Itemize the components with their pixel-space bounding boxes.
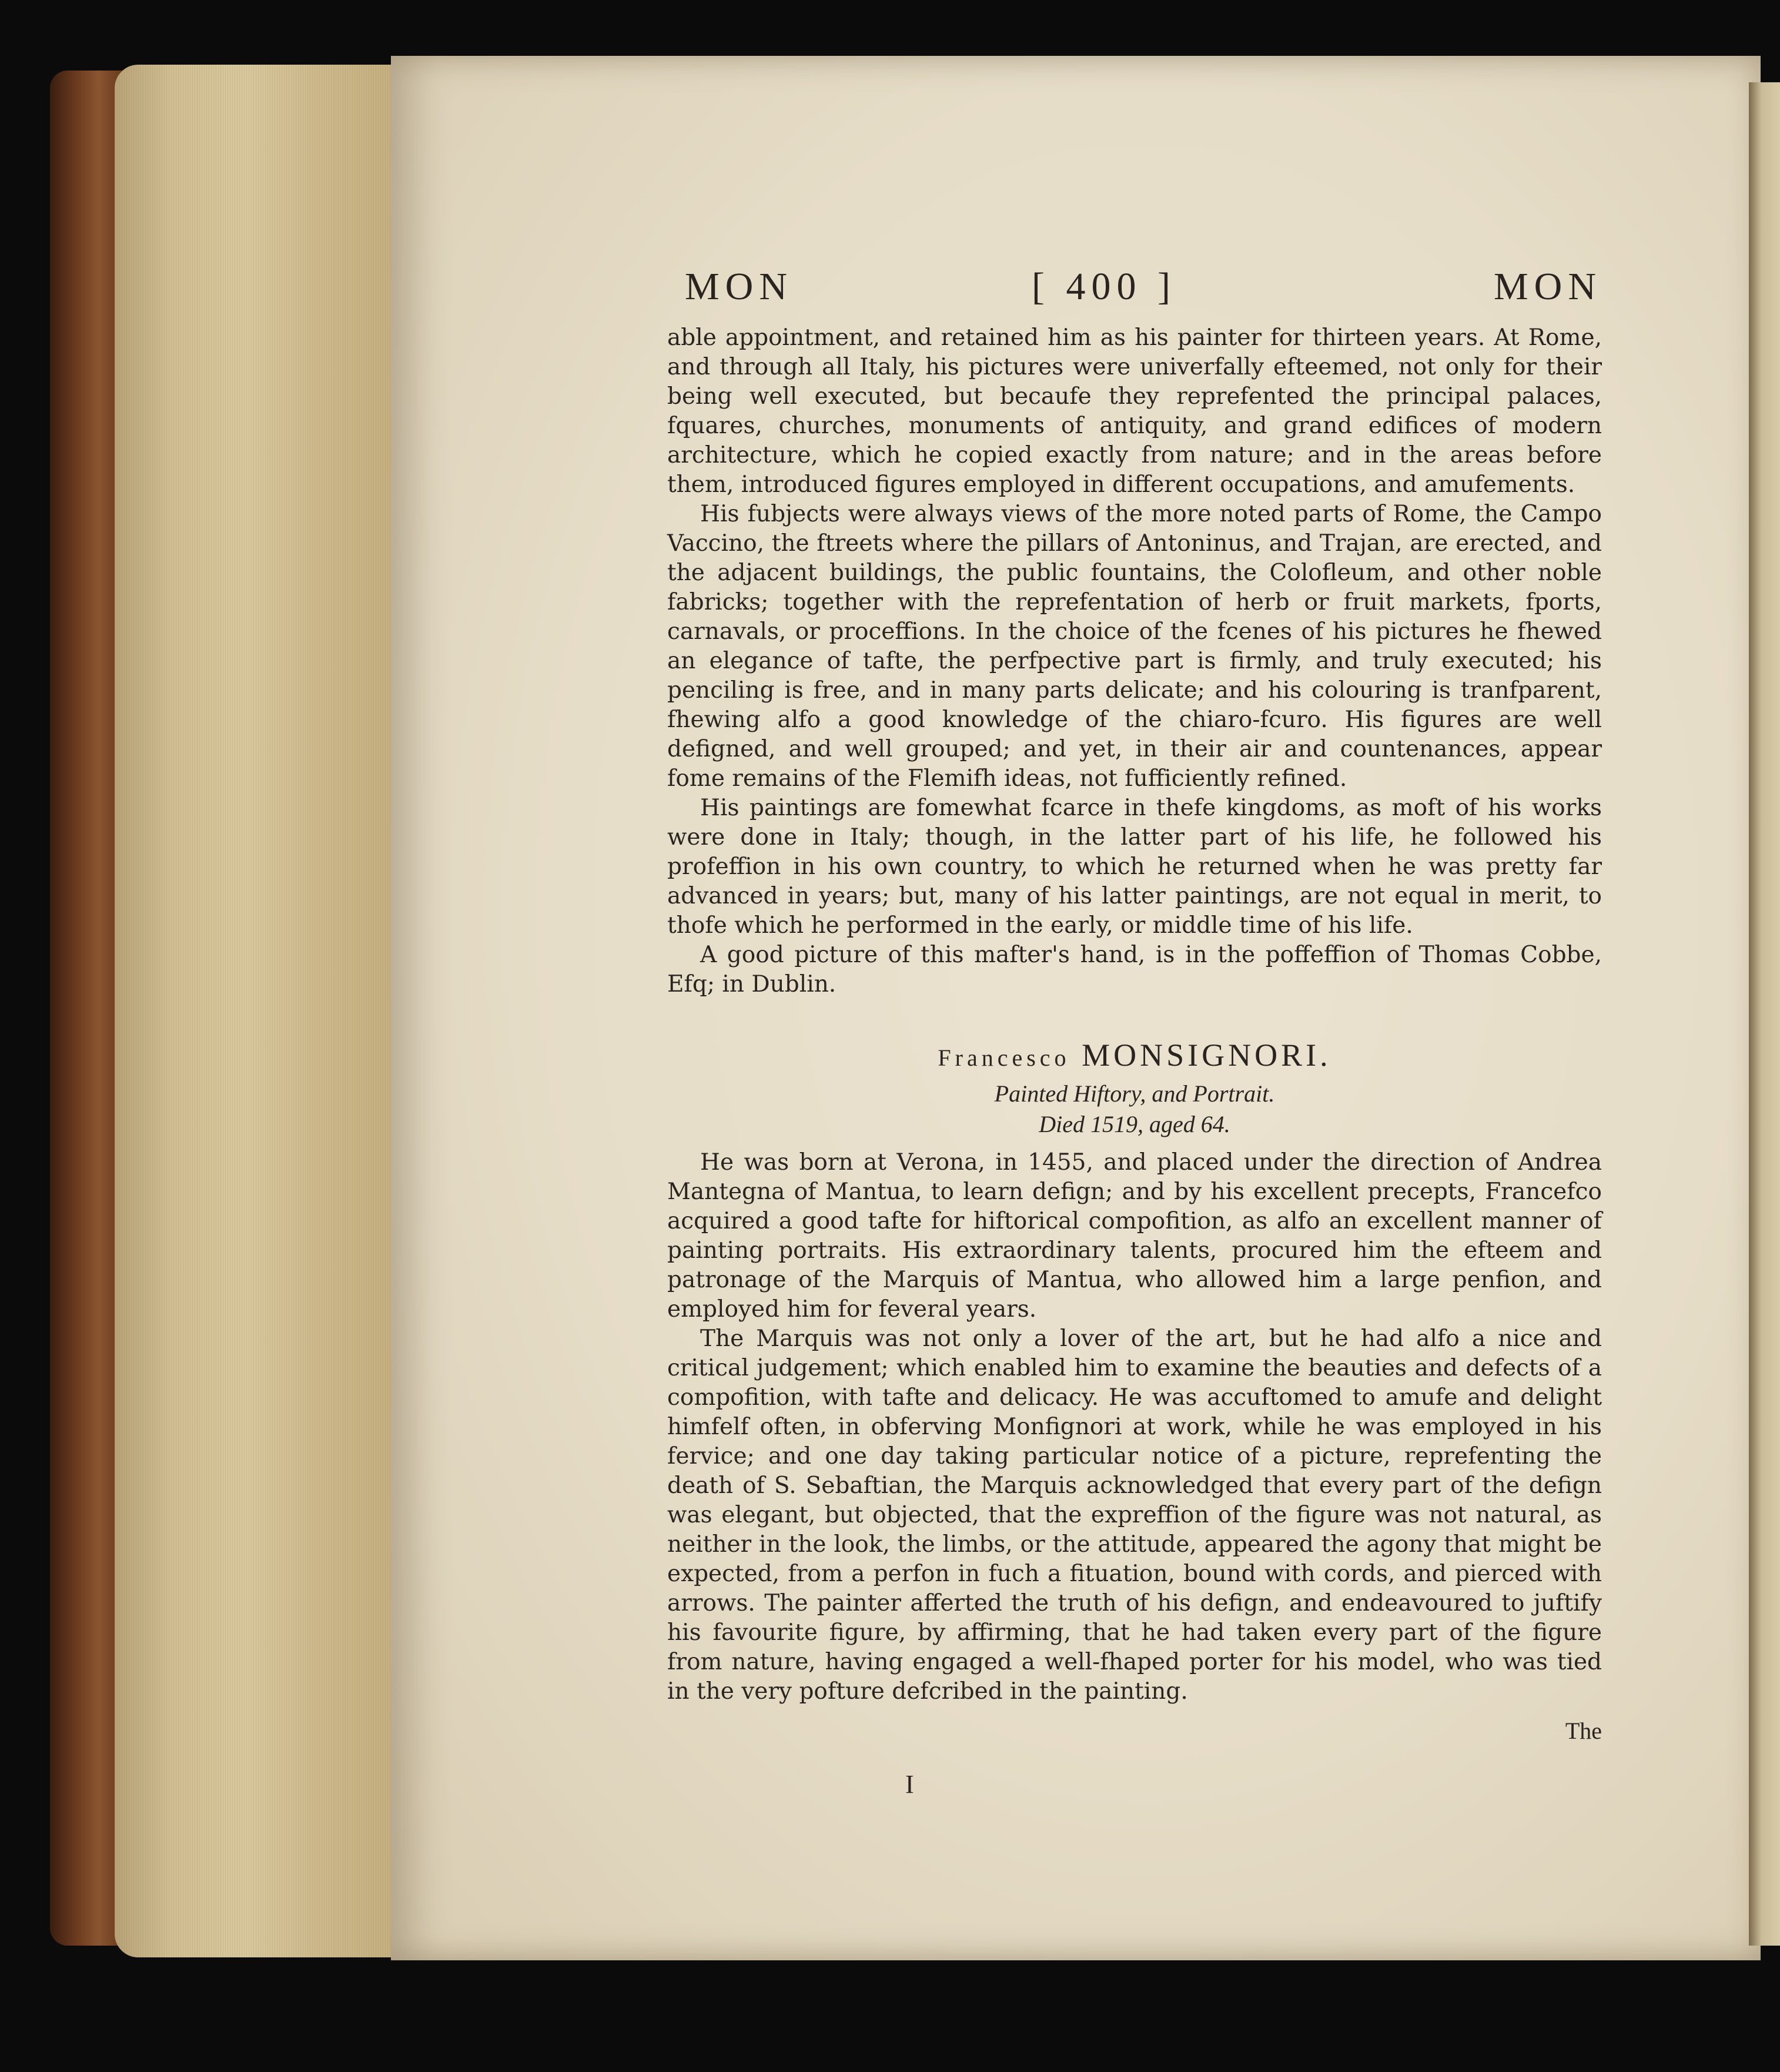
- running-head-right: MON: [1493, 265, 1602, 308]
- entry-dates: Died 1519, aged 64.: [1039, 1111, 1230, 1137]
- paragraph: able appointment, and retained him as his painter for thirteen years. At Rome, and through all Italy, his pictures were univerfally efteemed, not only for their being well executed, but becaufe they reprefented the principal palaces, fquares, churches, monuments of antiquity, and grand edifices of modern architecture, which he copied exactly from nature; and in the areas before them, introduced figures employed in different occupations, and amufements.: [667, 324, 1602, 498]
- page-text: [667, 253, 1602, 1745]
- entry-surname: MONSIGNORI.: [1082, 1037, 1331, 1073]
- paragraph: His fubjects were always views of the more noted parts of Rome, the Campo Vaccino, the ftreets where the pillars of Antoninus, and Trajan, are erected, and the adjacent buildings, the public fountains, the Colofleum, and other noble fabricks; together with the reprefentation of herb or fruit markets, fports, carnavals, or proceffions. In the choice of the fcenes of his pictures he fhewed an elegance of tafte, the perfpective part is firmly, and truly executed; his penciling is free, and in many parts delicate; and his colouring is tranfparent, fhewing alfo a good knowledge of the chiaro-fcuro. His figures are well defigned, and well grouped; and yet, in their air and countenances, appear fome remains of the Flemifh ideas, not fufficiently refined.: [667, 501, 1602, 792]
- running-head: [667, 253, 1602, 323]
- signature-mark: I: [905, 1770, 914, 1799]
- paragraph: A good picture of this mafter's hand, is in the poffeffion of Thomas Cobbe, Efq; in Dublin.: [667, 942, 1602, 997]
- paragraph: His paintings are fomewhat fcarce in thefe kingdoms, as moft of his works were done in Italy; though, in the latter part of his life, he followed his profeffion in his own country, to which he returned when he was pretty far advanced in years; but, many of his latter paintings, are not equal in merit, to thofe which he performed in the early, or middle time of his life.: [667, 795, 1602, 939]
- entry-first-name: Francesco: [938, 1045, 1070, 1071]
- entry-heading: [667, 1035, 1602, 1079]
- page-edges: [115, 65, 409, 1957]
- page-number: [ 400 ]: [1032, 265, 1176, 308]
- facing-page-edge: [1749, 82, 1780, 1946]
- paragraph: He was born at Verona, in 1455, and placed under the direction of Andrea Mantegna of Mantua, to learn defign; and by his excellent precepts, Francefco acquired a good tafte for hiftorical compofition, as alfo an excellent manner of painting portraits. His extraordinary talents, procured him the efteem and patronage of the Marquis of Mantua, who allowed him a large penfion, and employed him for feveral years.: [667, 1149, 1602, 1323]
- running-head-left: MON: [685, 265, 794, 308]
- catchword: The: [1565, 1718, 1602, 1744]
- entry-subtitle: Painted Hiftory, and Portrait.: [994, 1080, 1275, 1107]
- paragraph: The Marquis was not only a lover of the art, but he had alfo a nice and critical judgement; which enabled him to examine the beauties and defects of a compofition, with tafte and delicacy. He was accuftomed to amufe and delight himfelf often, in obferving Monfignori at work, while he was employed in his fervice; and one day taking particular notice of a picture, reprefenting the death of S. Sebaftian, the Marquis acknowledged that every part of the defign was elegant, but objected, that the expreffion of the figure was not natural, as neither in the look, the limbs, or the attitude, appeared the agony that might be expected, from a perfon in fuch a fituation, bound with cords, and pierced with arrows. The painter afferted the truth of his defign, and endeavoured to juftify his favourite figure, by affirming, that he had taken every part of the figure from nature, having engaged a well-fhaped porter for his model, who was tied in the very pofture defcribed in the painting.: [667, 1325, 1602, 1705]
